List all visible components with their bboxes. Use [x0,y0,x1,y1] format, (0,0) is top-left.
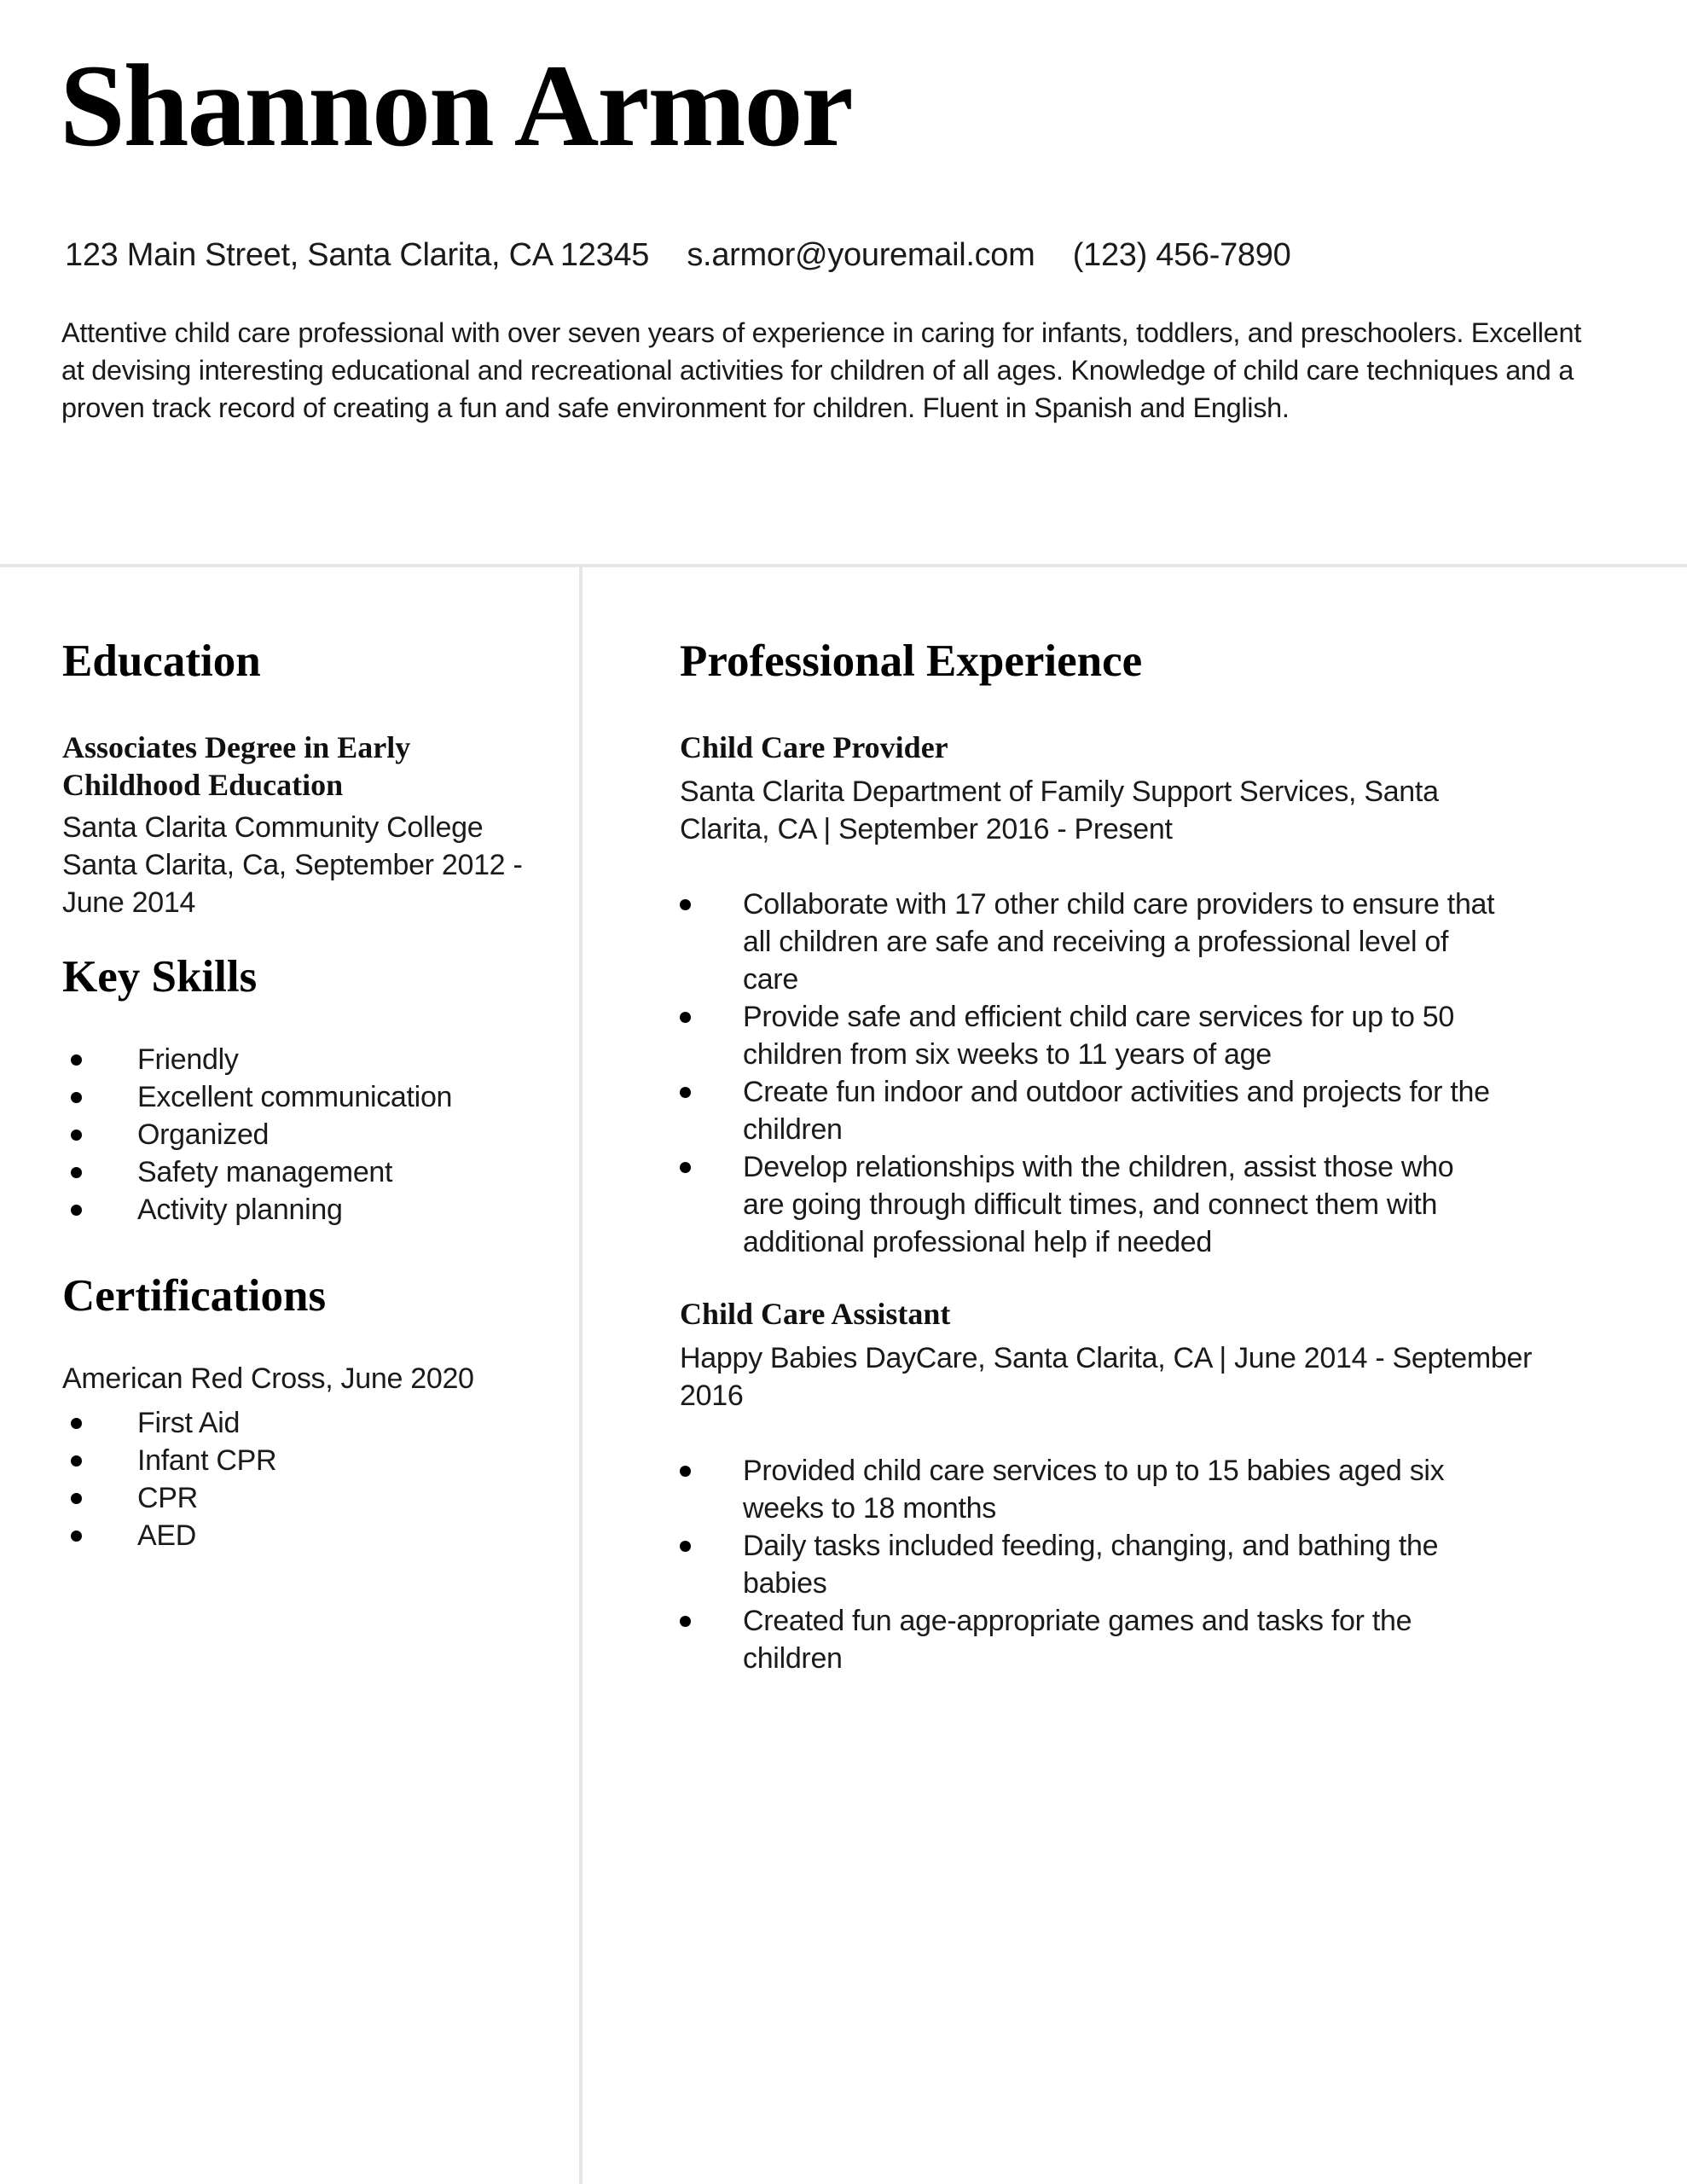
bullet-icon [680,1466,691,1477]
contact-phone: (123) 456-7890 [1072,237,1291,273]
professional-summary: Attentive child care professional with over seven years of experience in caring for infants, toddlers, and preschoolers. Excellent at devising interesting educational and recreational activities for children of all ages. Knowledge of child care techniques and a proven track record of creating a fun and safe environment for children. Fluent in Spanish and English. [61,317,1581,423]
bullet-icon [71,1418,82,1429]
job-entry [680,1295,1533,1677]
skill-item: Friendly [62,1041,540,1078]
skill-item: Safety management [62,1153,540,1191]
bullet-icon [71,1205,82,1216]
skills-heading: Key Skills [62,952,258,1002]
candidate-name: Shannon Armor [60,40,852,171]
certification-issuer: American Red Cross, June 2020 [62,1362,474,1395]
bullet-icon [680,1087,691,1098]
education-section [62,631,540,921]
skill-item: Organized [62,1116,540,1153]
bullet-icon [680,1541,691,1552]
bullet-icon [680,1012,691,1023]
right-column [680,631,1533,1677]
job-bullet: Provided child care services to up to 15 babies aged six weeks to 18 months [680,1452,1499,1527]
vertical-divider [579,567,583,2184]
job-meta: Santa Clarita Department of Family Support Services, Santa Clarita, CA | September 2016 - Present [680,775,1439,845]
bullet-icon [71,1167,82,1178]
bullet-icon [71,1531,82,1542]
education-degree: Associates Degree in Early Childhood Education [62,730,411,802]
job-title: Child Care Assistant [680,1297,951,1331]
job-meta: Happy Babies DayCare, Santa Clarita, CA | June 2014 - September 2016 [680,1342,1533,1412]
skill-item: Excellent communication [62,1078,540,1116]
job-bullets [680,886,1499,1261]
certifications-list [62,1404,540,1554]
left-column [62,631,540,1554]
job-bullet: Collaborate with 17 other child care providers to ensure that all children are safe and receiving a professional level of care [680,886,1499,998]
contact-address: 123 Main Street, Santa Clarita, CA 12345 [65,237,650,273]
skills-section [62,947,540,1228]
contact-line [65,237,1319,274]
certification-item: CPR [62,1479,540,1517]
job-entry [680,729,1533,1261]
certification-item: AED [62,1517,540,1554]
bullet-icon [71,1054,82,1066]
job-bullets [680,1452,1499,1677]
bullet-icon [71,1092,82,1103]
education-heading: Education [62,636,261,686]
experience-heading: Professional Experience [680,636,1143,686]
bullet-icon [71,1455,82,1467]
bullet-icon [71,1130,82,1141]
skills-list [62,1041,540,1228]
job-bullet: Daily tasks included feeding, changing, and bathing the babies [680,1527,1499,1602]
certification-item: Infant CPR [62,1442,540,1479]
certifications-heading: Certifications [62,1271,327,1321]
job-bullet: Create fun indoor and outdoor activities and projects for the children [680,1073,1499,1148]
skill-item: Activity planning [62,1191,540,1228]
job-bullet: Created fun age-appropriate games and tasks for the children [680,1602,1499,1677]
certification-item: First Aid [62,1404,540,1442]
bullet-icon [680,899,691,910]
job-title: Child Care Provider [680,730,948,764]
bullet-icon [71,1493,82,1504]
contact-email: s.armor@youremail.com [687,237,1035,273]
education-details: Santa Clarita, Ca, September 2012 - June 2014 [62,849,523,919]
certifications-section [62,1266,540,1554]
education-school: Santa Clarita Community College [62,811,484,844]
job-bullet: Develop relationships with the children, assist those who are going through difficult times, and connect them with additional professional help if needed [680,1148,1499,1261]
bullet-icon [680,1616,691,1627]
bullet-icon [680,1162,691,1173]
horizontal-divider [0,564,1687,567]
job-bullet: Provide safe and efficient child care services for up to 50 children from six weeks to 11 years of age [680,998,1499,1073]
